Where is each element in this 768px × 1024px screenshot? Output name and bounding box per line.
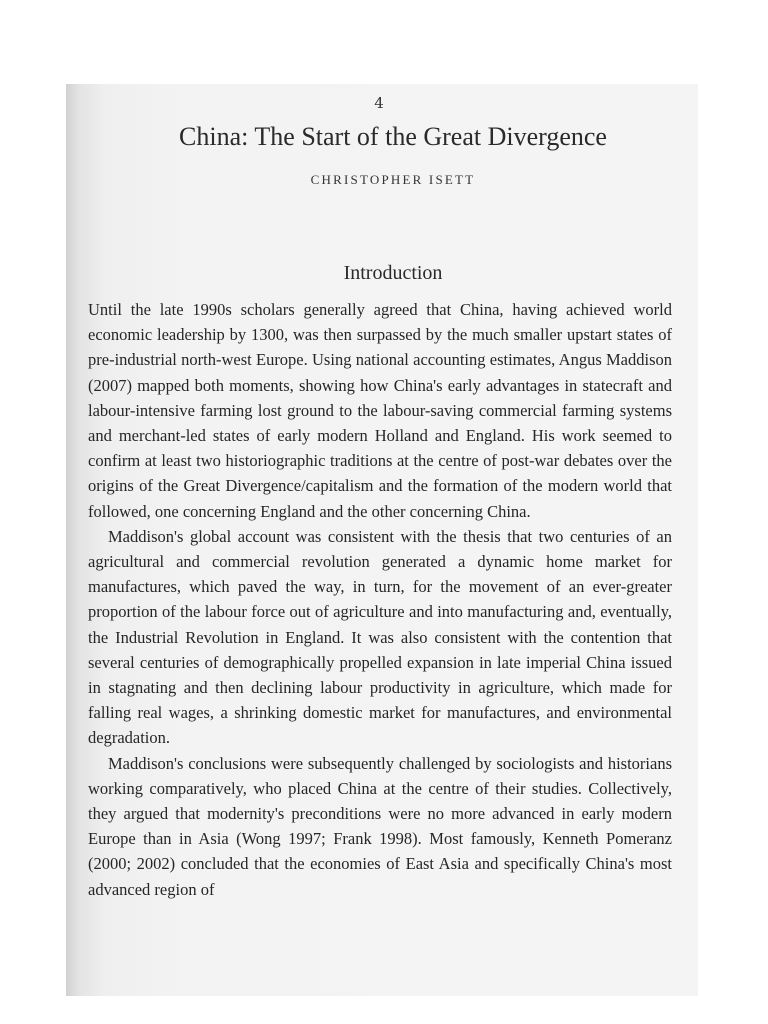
page-number: 4 bbox=[374, 94, 384, 112]
paragraph-2: Maddison's global account was consistent with the thesis that two centuries of an agricultural and commercial revolution generated a dynamic home market for manufactures, which paved the way, in turn, for the movement of an ever-greater proportion of the labour force out of agriculture and into manufacturing and, eventually, the Industrial Revolution in England. It was also consistent with the contention that several centuries of demographically propelled expansion in late imperial China issued in stagnating and then declining labour productivity in agriculture, which made for falling real wages, a shrinking domestic market for manufactures, and environmental degradation. bbox=[88, 526, 672, 748]
book-page bbox=[66, 84, 698, 996]
paragraph-3: Maddison's conclusions were subsequently challenged by sociologists and historians working comparatively, who placed China at the centre of their studies. Collectively, they argued that modernity's preconditions were no more advanced in early modern Europe than in Asia (Wong 1997; Frank 1998). Most famously, Kenneth Pomeranz (2000; 2002) concluded that the economies of East Asia and specifically China's most advanced region of bbox=[88, 753, 672, 899]
paragraph-1: Until the late 1990s scholars generally agreed that China, having achieved world economic leadership by 1300, was then surpassed by the much smaller upstart states of pre-industrial north-west Europe. Using national accounting estimates, Angus Maddison (2007) mapped both moments, showing how China's early advantages in statecraft and labour-intensive farming lost ground to the labour-saving commercial farming systems and merchant-led states of early modern Holland and England. His work seemed to confirm at least two historiographic traditions at the centre of post-war debates over the origins of the Great Divergence/capitalism and the formation of the modern world that followed, one concerning England and the other concerning China. bbox=[88, 300, 672, 521]
author-name: CHRISTOPHER ISETT bbox=[310, 172, 476, 187]
chapter-title: China: The Start of the Great Divergence bbox=[179, 122, 607, 151]
body-text bbox=[88, 297, 672, 902]
section-heading: Introduction bbox=[343, 262, 443, 284]
